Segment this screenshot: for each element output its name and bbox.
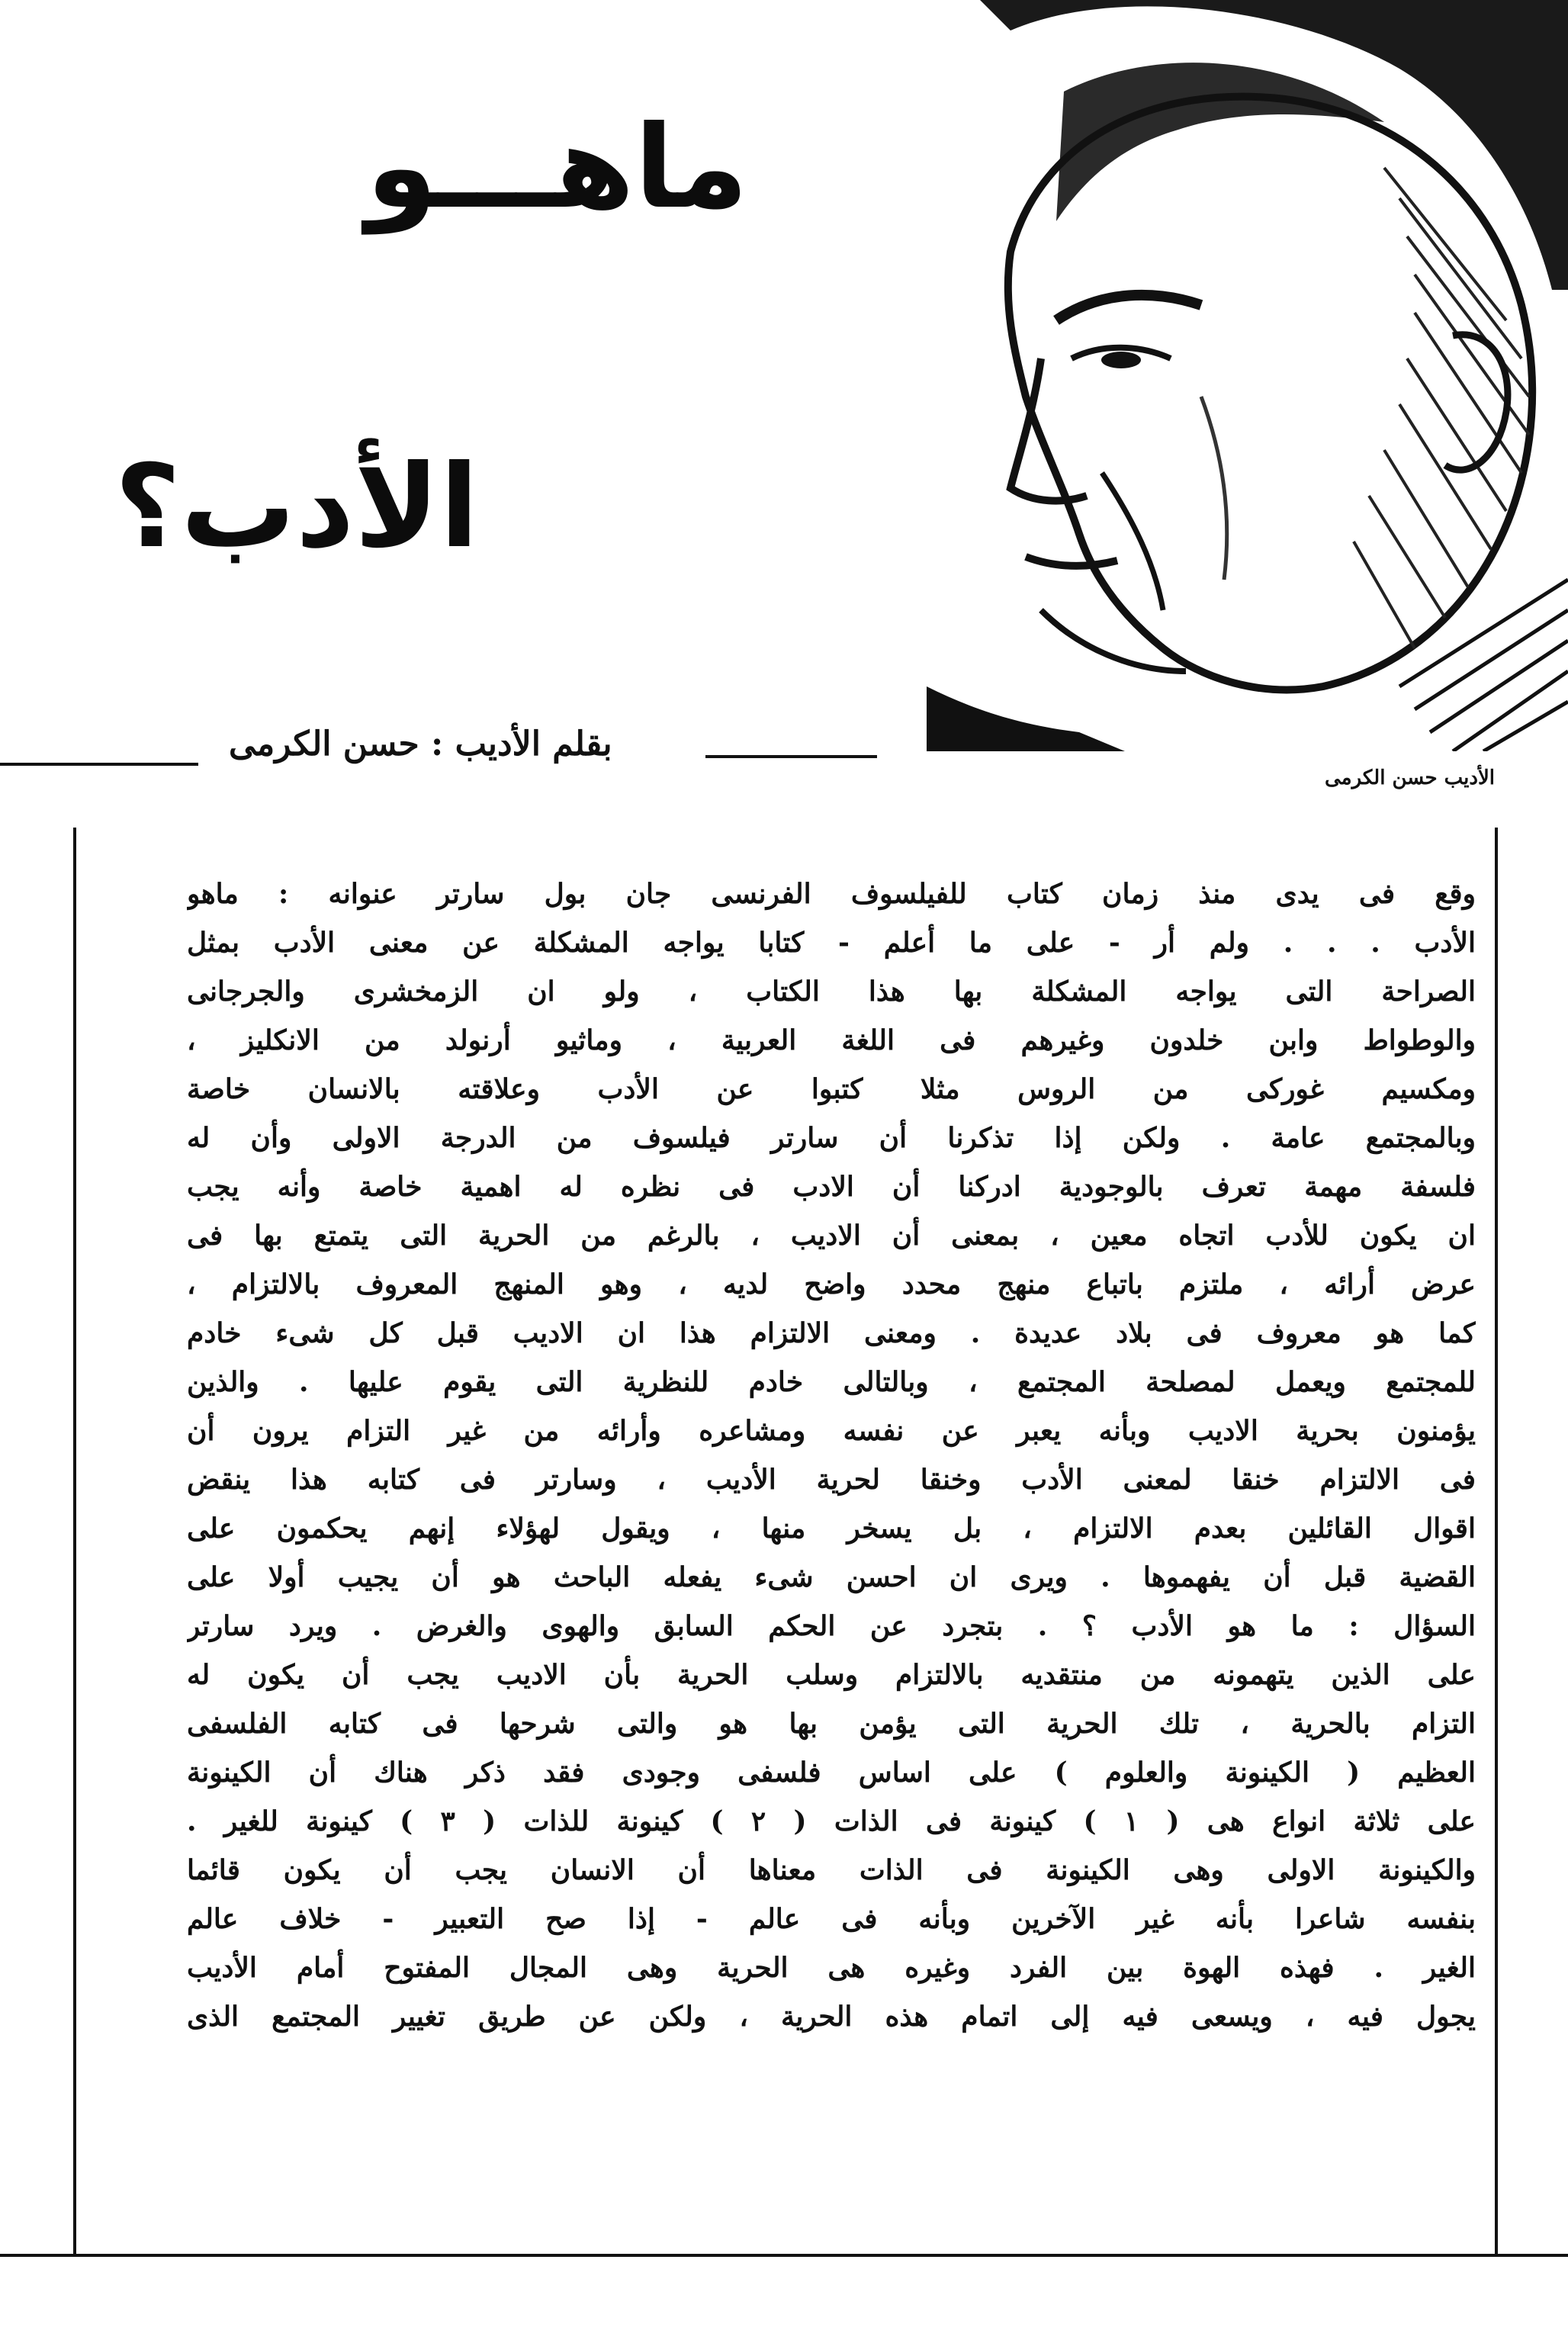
page-bottom-rule xyxy=(0,2254,1568,2257)
article-line: الصراحة التى يواجه المشكلة بها هذا الكتاب ، ولو ان الزمخشرى والجرجانى xyxy=(187,976,1476,1008)
article-line: وقع فى يدى منذ زمان كتاب للفيلسوف الفرنسى جان بول سارتر عنوانه : ماهو xyxy=(187,878,1476,910)
author-portrait-image xyxy=(927,0,1568,751)
article-line: للمجتمع ويعمل لمصلحة المجتمع ، وبالتالى خادم للنظرية التى يقوم عليها . والذين xyxy=(187,1366,1476,1398)
article-title-line-1: ماهـــو xyxy=(366,101,749,234)
article-line: على ثلاثة انواع هى ( ١ ) كينونة فى الذات ( ٢ ) كينونة للذات ( ٣ ) كينونة للغير . xyxy=(187,1805,1476,1837)
article-line: التزام بالحرية ، تلك الحرية التى يؤمن بها هو والتى شرحها فى كتابه الفلسفى xyxy=(187,1708,1476,1740)
article-line: بنفسه شاعرا بأنه غير الآخرين وبأنه فى عالم - إذا صح التعبير - خلاف عالم xyxy=(187,1903,1476,1935)
article-line: عرض أرائه ، ملتزم باتباع منهج محدد واضح لديه ، وهو المنهج المعروف بالالتزام ، xyxy=(187,1268,1476,1300)
article-line: يؤمنون بحرية الاديب وبأنه يعبر عن نفسه ومشاعره وأرائه من غير التزام يرون أن xyxy=(187,1415,1476,1447)
article-line: ان يكون للأدب اتجاه معين ، بمعنى أن الاديب ، بالرغم من الحرية التى يتمتع بها فى xyxy=(187,1220,1476,1252)
column-border-right xyxy=(1495,828,1498,2254)
article-line: وبالمجتمع عامة . ولكن إذا تذكرنا أن سارتر فيلسوف من الدرجة الاولى وأن له xyxy=(187,1122,1476,1154)
byline-rule-right xyxy=(705,755,877,758)
article-line: العظيم ( الكينونة والعلوم ) على اساس فلسفى وجودى فقد ذكر هناك أن الكينونة xyxy=(187,1757,1476,1789)
article-line: السؤال : ما هو الأدب ؟ . بتجرد عن الحكم السابق والهوى والغرض . ويرد سارتر xyxy=(187,1610,1476,1642)
article-line: الأدب . . . ولم أر - على ما أعلم - كتابا يواجه المشكلة عن معنى الأدب بمثل xyxy=(187,927,1476,959)
article-line: ومكسيم غوركى من الروس مثلا كتبوا عن الأدب وعلاقته بالانسان خاصة xyxy=(187,1073,1476,1105)
article-line: الغير . فهذه الهوة بين الفرد وغيره هى الحرية وهى المجال المفتوح أمام الأديب xyxy=(187,1952,1476,1984)
byline-rule-left xyxy=(0,763,198,766)
article-line: القضية قبل أن يفهموها . ويرى ان احسن شىء يفعله الباحث هو أن يجيب أولا على xyxy=(187,1561,1476,1593)
column-border-left xyxy=(73,828,76,2254)
article-byline: بقلم الأديب : حسن الكرمى xyxy=(229,725,612,763)
article-line: فى الالتزام خنقا لمعنى الأدب وخنقا لحرية الأديب ، وسارتر فى كتابه هذا ينقض xyxy=(187,1464,1476,1496)
portrait-caption: الأديب حسن الكرمى xyxy=(1324,767,1495,789)
article-line: فلسفة مهمة تعرف بالوجودية ادركنا أن الادب فى نظره له اهمية خاصة وأنه يجب xyxy=(187,1171,1476,1203)
article-title-line-2: الأدب؟ xyxy=(114,441,479,574)
article-line: والكينونة الاولى وهى الكينونة فى الذات معناها أن الانسان يجب أن يكون قائما xyxy=(187,1854,1476,1886)
article-line: على الذين يتهمونه من منتقديه بالالتزام وسلب الحرية بأن الاديب يجب أن يكون له xyxy=(187,1659,1476,1691)
article-line: والوطواط وابن خلدون وغيرهم فى اللغة العربية ، وماثيو أرنولد من الانكليز ، xyxy=(187,1024,1476,1056)
article-line: يجول فيه ، ويسعى فيه إلى اتمام هذه الحرية ، ولكن عن طريق تغيير المجتمع الذى xyxy=(187,2001,1476,2033)
article-body xyxy=(187,869,1476,2041)
article-line: اقوال القائلين بعدم الالتزام ، بل يسخر منها ، ويقول لهؤلاء إنهم يحكمون على xyxy=(187,1512,1476,1544)
article-line: كما هو معروف فى بلاد عديدة . ومعنى الالتزام هذا ان الاديب قبل كل شىء خادم xyxy=(187,1317,1476,1349)
